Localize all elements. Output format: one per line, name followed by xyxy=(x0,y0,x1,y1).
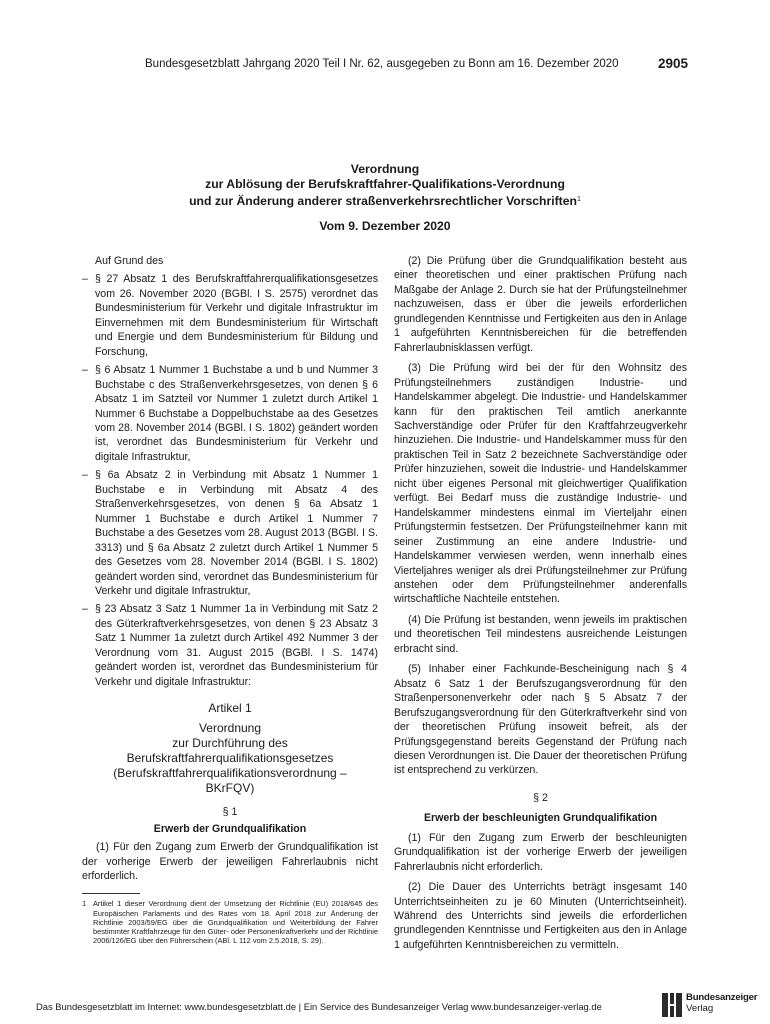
footnote-text: Artikel 1 dieser Verordnung dient der Umsetzung der Richtlinie (EU) 2018/645 des Europäischen Parlaments und des Rates vom 18. April 2018 zur Änderung der Richtlinie 2003/59/EG über die Grundqualifikation und Weiterbildung der Fahrer bestimmter Kraftfahrzeuge für den Güter- oder Personenkraftverkehr und der Richtlinie 2006/126/EG über den Führerschein (ABl. L 112 vom 2.5.2018, S. 29). xyxy=(93,899,378,946)
page-number: 2905 xyxy=(657,56,688,71)
section-title-2: Erwerb der beschleunigten Grundqualifikation xyxy=(423,812,658,825)
title-line-3 xyxy=(0,192,770,209)
article-title-line: Berufskraftfahrerqualifikationsgesetzes xyxy=(126,751,334,766)
intro-text: Auf Grund des xyxy=(95,255,164,267)
legal-basis-item: – § 23 Absatz 3 Satz 1 Nummer 1a in Verbindung mit Satz 2 des Güterkraftverkehrsgesetzes, von denen § 23 Absatz 3 Satz 1 Nummer 1a zuletzt durch Artikel 492 Nummer 3 der Verordnung vom 31. August 2015 (BGBl. I S. 1474) geändert worden ist, verordnet das Bundesministerium für Verkehr und digitale Infrastruktur: xyxy=(82,603,378,688)
legal-basis-text: § 27 Absatz 1 des Berufskraftfahrerqualifikationsgesetzes vom 26. November 2020 (BGBl. I S. 2575) verordnet das Bundesministerium für Verkehr und digitale Infrastruktur im Einvernehmen mit dem Bundesministerium für Wirtschaft und Energie und dem Bundesministerium für Bildung und Forschung, xyxy=(95,273,378,358)
section-sign-2: § 2 xyxy=(533,791,548,804)
section-title-1: Erwerb der Grundqualifikation xyxy=(153,822,307,835)
footnote-rule xyxy=(82,893,140,894)
paragraph: (1) Für den Zugang zum Erwerb der beschleunigten Grundqualifikation ist der vorherige Erwerb der jeweiligen Fahrerlaubnis nicht erforderlich. xyxy=(394,831,687,873)
paragraph: (4) Die Prüfung ist bestanden, wenn jeweils im praktischen und theoretischen Teil mindestens ausreichende Leistungen erbracht sind. xyxy=(394,613,687,655)
legal-basis-item: – § 27 Absatz 1 des Berufskraftfahrerqualifikationsgesetzes vom 26. November 2020 (BGBl. I S. 2575) verordnet das Bundesministerium für Verkehr und digitale Infrastruktur im Einvernehmen mit dem Bundesministerium für Wirtschaft und Energie und dem Bundesministerium für Bildung und Forschung, xyxy=(82,273,378,358)
logo-sub: Verlag xyxy=(686,1003,714,1014)
legal-basis-item: – § 6a Absatz 2 in Verbindung mit Absatz 1 Nummer 1 Buchstabe e in Verbindung mit Absatz 4 des Straßenverkehrsgesetzes, von denen § 6a Absatz 1 Nummer 1 Buchstabe e durch Artikel 1 Nummer 7 Buchstabe a des Gesetzes vom 28. August 2013 (BGBl. I S. 3313) und § 6a Absatz 2 zuletzt durch Artikel 1 Nummer 5 des Gesetzes vom 28. November 2014 (BGBl. I S. 1802) geändert worden sind, verordnet das Bundesministerium für Verkehr und digitale Infrastruktur, xyxy=(82,469,378,597)
article-title-line: zur Durchführung des xyxy=(172,736,288,751)
publisher-logo-icon xyxy=(662,993,682,1017)
paragraph: (5) Inhaber einer Fachkunde-Bescheinigung nach § 4 Absatz 6 Satz 1 der Berufszugangsverordnung für den Straßenpersonenverkehr oder nach § 5 Absatz 7 der Berufszugangsverordnung für den Güterkraftverkehr sind von der theoretischen Prüfung insoweit befreit, als der Prüfungsgegenstand bereits Gegenstand der Prüfung nach diesen Verordnungen ist. Die Dauer der theoretischen Prüfung ist entsprechend zu verkürzen. xyxy=(394,663,687,777)
legal-basis-text: § 23 Absatz 3 Satz 1 Nummer 1a in Verbindung mit Satz 2 des Güterkraftverkehrsgesetzes, von denen § 23 Absatz 3 Satz 1 Nummer 1a zuletzt durch Artikel 492 Nummer 3 der Verordnung vom 31. August 2015 (BGBl. I S. 1474) geändert worden ist, verordnet das Bundesministerium für Verkehr und digitale Infrastruktur: xyxy=(95,603,378,688)
title-block xyxy=(0,162,770,233)
paragraph: (2) Die Dauer des Unterrichts beträgt insgesamt 140 Unterrichtseinheiten zu je 60 Minuten (Unterrichtseinheit). Während des Unterrichts sind jeweils die erforderlichen grundlegenden Kenntnisse und Fertigkeiten aus den in Anlage 1 aufgeführten Kenntnisbereichen zu vermitteln. xyxy=(394,881,687,951)
paragraph: (1) Für den Zugang zum Erwerb der Grundqualifikation ist der vorherige Erwerb der jeweiligen Fahrerlaubnis nicht erforderlich. xyxy=(82,841,378,882)
footer-text[interactable]: Das Bundesgesetzblatt im Internet: www.bundesgesetzblatt.de | Ein Service des Bundesanzeiger Verlag www.bundesanzeiger-verlag.de xyxy=(36,1001,602,1012)
article-title-line: (Berufskraftfahrerqualifikationsverordnung – xyxy=(113,766,347,781)
legal-basis-item: – § 6 Absatz 1 Nummer 1 Buchstabe a und b und Nummer 3 Buchstabe c des Straßenverkehrsgesetzes, von denen § 6 Absatz 1 im Satzteil vor Nummer 1 zuletzt durch Artikel 1 Nummer 6 Buchstabe a Doppelbuchstabe aa des Gesetzes vom 28. November 2014 (BGBl. I S. 1802) geändert worden ist, verordnet das Bundesministerium für Verkehr und digitale Infrastruktur, xyxy=(82,364,378,463)
running-header xyxy=(145,58,688,74)
footnote xyxy=(82,899,378,945)
logo-name: Bundesanzeiger xyxy=(686,992,758,1003)
paragraph: (2) Die Prüfung über die Grundqualifikation besteht aus einer theoretischen und einer praktischen Prüfung nach Maßgabe der Anlage 2. Durch sie hat der Prüfungsteilnehmer nachzuweisen, dass er über die jeweils erforderlichen grundlegenden Kenntnisse und Fertigkeiten aus den in Anlage 1 aufgeführten Kenntnisbereichen für die betreffenden Fahrerlaubnisklassen verfügt. xyxy=(394,255,687,354)
publisher-logo xyxy=(662,992,758,1020)
paragraph: (3) Die Prüfung wird bei der für den Wohnsitz des Prüfungsteilnehmers zuständigen Industrie- und Handelskammer abgelegt. Die Industrie- und Handelskammer kann für den praktischen Teil amtlich anerkannte Sachverständige oder Prüfer für den Kraftfahrzeugverkehr hinzuziehen. Die Industrie- und Handelskammer muss für den praktischen Teil in Satz 2 bezeichnete Sachverständige oder Prüfer hinzuziehen, soweit die Industrie- und Handelskammer nicht über eigenes Personal mit gleichwertiger Qualifikation verfügt. Bei Bedarf muss die zuständige Industrie- und Handelskammer mindestens einmal im Vierteljahr einen Prüfungstermin festsetzen. Der Prüfungsteilnehmer kann mit seiner Zustimmung an eine andere Industrie- und Handelskammer verwiesen werden, wenn innerhalb eines Vierteljahres weniger als drei Prüfungsteilnehmer zur Prüfung anstehen oder dem Prüfungsteilnehmer anderenfalls wirtschaftliche Nachteile entstehen. xyxy=(394,362,687,606)
article-heading: Artikel 1 xyxy=(208,701,252,716)
ordinance-date: Vom 9. Dezember 2020 xyxy=(319,219,451,233)
left-column xyxy=(82,254,378,945)
legal-basis-text: § 6 Absatz 1 Nummer 1 Buchstabe a und b und Nummer 3 Buchstabe c des Straßenverkehrsgesetzes, von denen § 6 Absatz 1 im Satzteil vor Nummer 1 zuletzt durch Artikel 1 Nummer 6 Buchstabe a Doppelbuchstabe aa des Gesetzes vom 28. November 2014 (BGBl. I S. 1802) geändert worden ist, verordnet das Bundesministerium für Verkehr und digitale Infrastruktur, xyxy=(95,364,378,463)
header-text: Bundesgesetzblatt Jahrgang 2020 Teil I Nr. 62, ausgegeben zu Bonn am 16. Dezember 2020 xyxy=(145,58,619,70)
right-column xyxy=(394,254,687,952)
title-footnote-ref[interactable]: 1 xyxy=(576,196,581,203)
title-line-1: Verordnung xyxy=(350,162,420,176)
section-sign-1: § 1 xyxy=(222,806,238,819)
legal-basis-text: § 6a Absatz 2 in Verbindung mit Absatz 1 Nummer 1 Buchstabe e in Verbindung mit Absatz 4 des Straßenverkehrsgesetzes, von denen § 6a Absatz 1 Nummer 1 Buchstabe e durch Artikel 1 Nummer 7 Buchstabe a des Gesetzes vom 28. August 2013 (BGBl. I S. 3313) und § 6a Absatz 2 zuletzt durch Artikel 1 Nummer 5 des Gesetzes vom 28. November 2014 (BGBl. I S. 1802) geändert worden sind, verordnet das Bundesministerium für Verkehr und digitale Infrastruktur, xyxy=(95,469,378,597)
footnote-number: 1 xyxy=(82,899,87,909)
article-title-line: Verordnung xyxy=(198,721,262,736)
title-line-2: zur Ablösung der Berufskraftfahrer-Qualifikations-Verordnung xyxy=(205,177,565,191)
article-title-line: BKrFQV) xyxy=(205,781,255,796)
title-line-3-text: und zur Änderung anderer straßenverkehrsrechtlicher Vorschriften xyxy=(189,194,577,208)
